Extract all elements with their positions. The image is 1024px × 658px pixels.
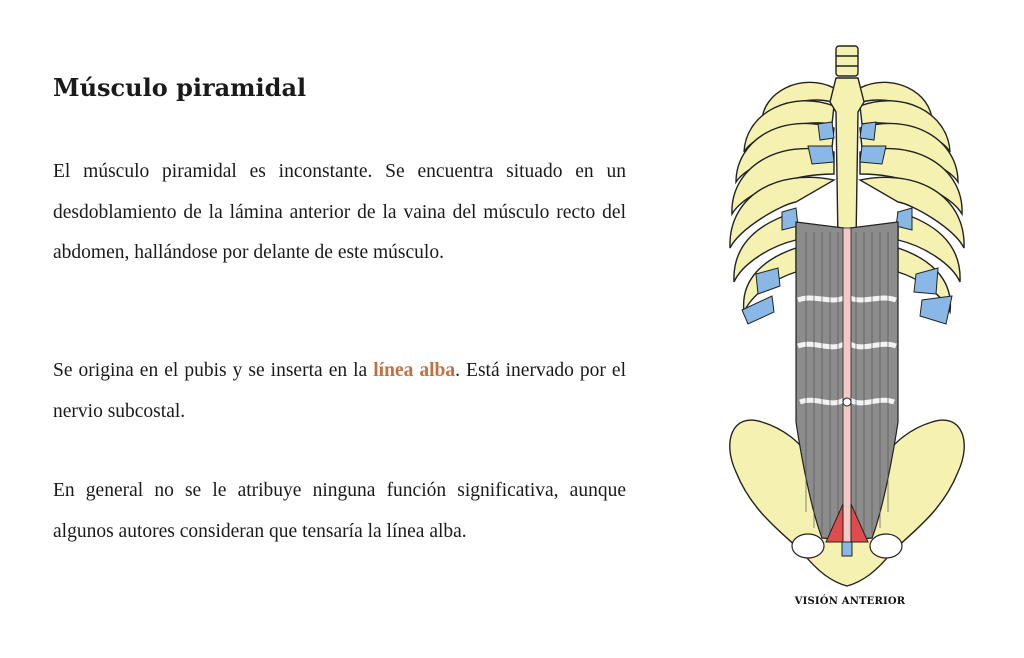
cartilage-right-2: [860, 146, 886, 164]
pubic-symphysis: [842, 542, 852, 556]
cartilage-left-2: [808, 146, 834, 164]
cartilage-right-5: [920, 296, 952, 324]
vertebra: [836, 46, 858, 76]
intersection-3: [798, 344, 844, 347]
obturator-right: [870, 534, 902, 558]
linea-alba-link[interactable]: línea alba: [373, 360, 456, 381]
paragraph-origin-insertion: [53, 351, 626, 432]
intersection-1: [798, 298, 844, 300]
anatomy-illustration: [722, 42, 982, 622]
paragraph-origin-text: Se origina en el pubis y se inserta en la: [53, 360, 374, 381]
umbilicus: [843, 398, 851, 406]
cartilage-right-1: [860, 122, 876, 140]
page-title: Músculo piramidal: [53, 73, 307, 102]
intersection-2: [850, 298, 896, 300]
cartilage-left-1: [818, 122, 834, 140]
linea-alba: [843, 228, 851, 544]
figure-caption: VISIÓN ANTERIOR: [794, 596, 906, 607]
article: [53, 70, 626, 542]
intersection-4: [850, 344, 896, 347]
paragraph-function: En general no se le atribuye ninguna función significativa, aunque algunos autores consideran que tensaría la línea alba.: [53, 480, 626, 542]
obturator-left: [792, 534, 824, 558]
paragraph-description: El músculo piramidal es inconstante. Se encuentra situado en un desdoblamiento de la lámina anterior de la vaina del músculo recto del abdomen, hallándose por delante de este músculo.: [53, 161, 626, 263]
paragraph-innervation-text: . Está inervado por el nervio subcostal.: [53, 360, 626, 422]
